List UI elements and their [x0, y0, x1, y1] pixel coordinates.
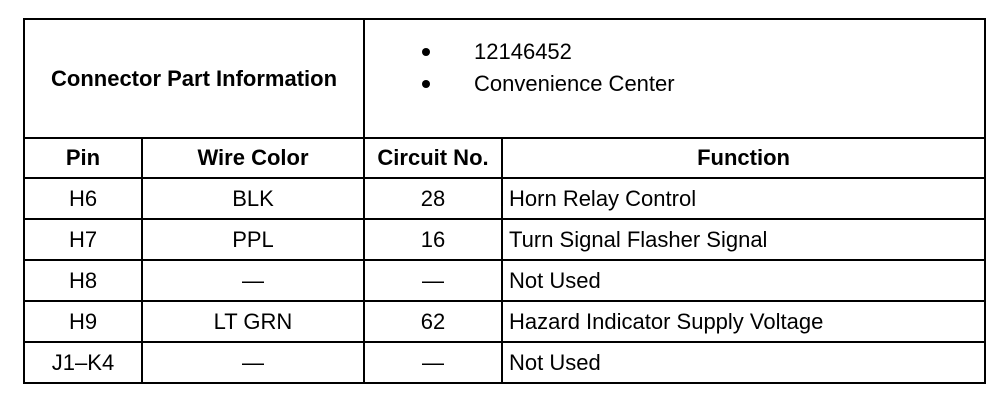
- connector-info-item: [365, 68, 984, 100]
- table-row: [24, 301, 985, 342]
- table-header-row: [24, 138, 985, 178]
- header-wire-color: Wire Color: [142, 138, 364, 178]
- table-row: [24, 260, 985, 301]
- circuit-cell: 62: [364, 301, 502, 342]
- wire-color-cell: PPL: [142, 219, 364, 260]
- connector-info-list: [365, 20, 984, 100]
- connector-info-row: [24, 19, 985, 138]
- connector-info-values: [364, 19, 985, 138]
- function-cell: Not Used: [502, 342, 985, 383]
- pin-cell: H8: [24, 260, 142, 301]
- part-number: 12146452: [474, 39, 572, 64]
- connector-pinout-table: [23, 18, 986, 384]
- pin-cell: H9: [24, 301, 142, 342]
- header-circuit-no: Circuit No.: [364, 138, 502, 178]
- wire-color-cell: BLK: [142, 178, 364, 219]
- circuit-cell: 16: [364, 219, 502, 260]
- header-function: Function: [502, 138, 985, 178]
- wire-color-cell: —: [142, 260, 364, 301]
- pin-cell: J1–K4: [24, 342, 142, 383]
- connector-location: Convenience Center: [474, 71, 675, 96]
- table-row: [24, 342, 985, 383]
- table-row: [24, 178, 985, 219]
- circuit-cell: —: [364, 260, 502, 301]
- wire-color-cell: LT GRN: [142, 301, 364, 342]
- function-cell: Not Used: [502, 260, 985, 301]
- bullet-icon: [422, 80, 430, 88]
- function-cell: Turn Signal Flasher Signal: [502, 219, 985, 260]
- function-cell: Horn Relay Control: [502, 178, 985, 219]
- pin-cell: H7: [24, 219, 142, 260]
- connector-info-item: [365, 36, 984, 68]
- circuit-cell: 28: [364, 178, 502, 219]
- wire-color-cell: —: [142, 342, 364, 383]
- connector-info-label: Connector Part Information: [24, 19, 364, 138]
- header-pin: Pin: [24, 138, 142, 178]
- function-cell: Hazard Indicator Supply Voltage: [502, 301, 985, 342]
- pin-cell: H6: [24, 178, 142, 219]
- bullet-icon: [422, 48, 430, 56]
- circuit-cell: —: [364, 342, 502, 383]
- table-row: [24, 219, 985, 260]
